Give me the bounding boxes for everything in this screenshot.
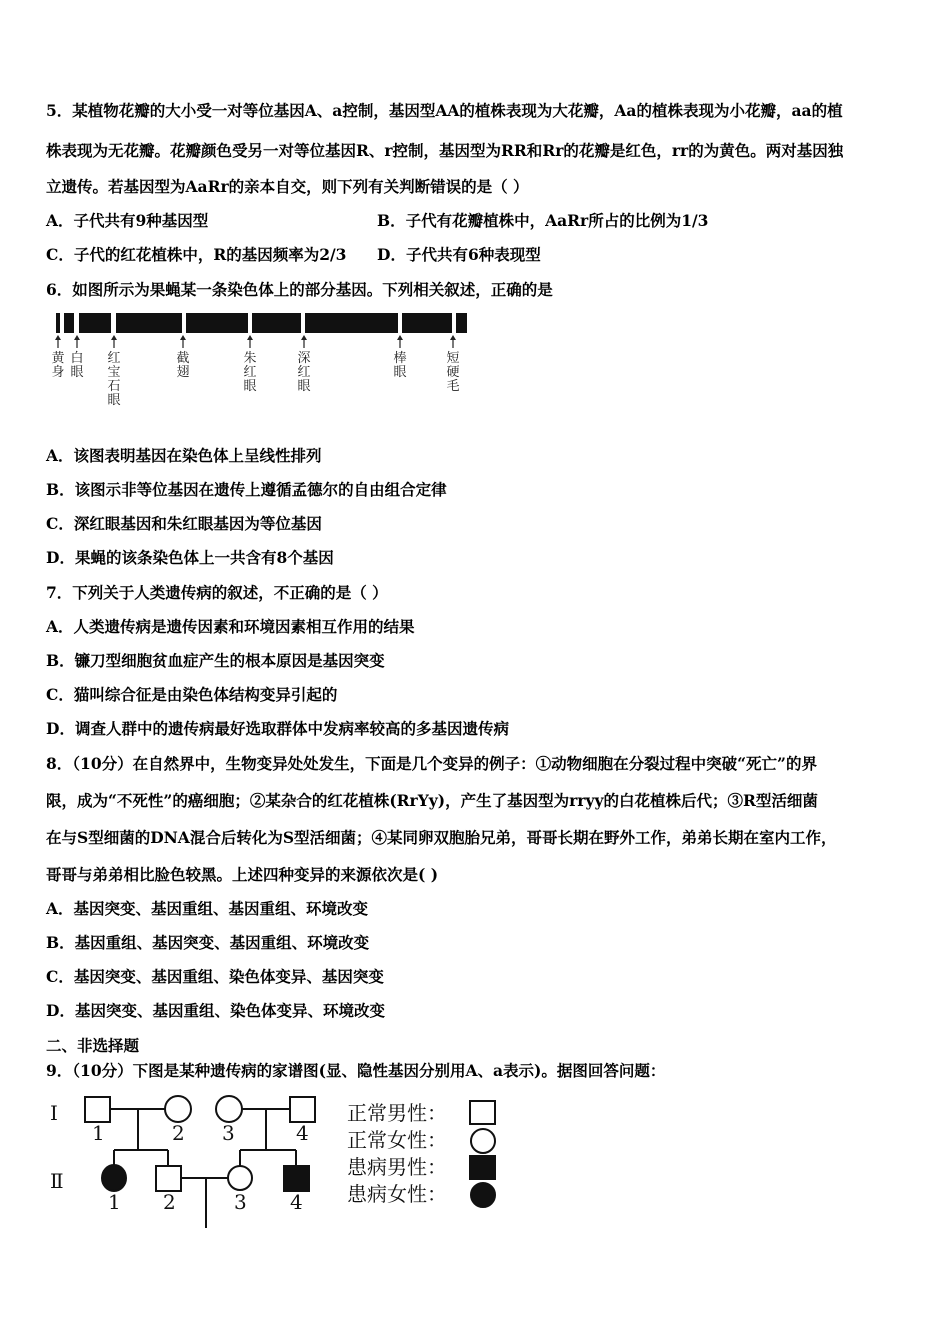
gene-labels — [51, 350, 459, 408]
legend-affected-female-icon — [471, 1183, 495, 1207]
q6-option-c: C．深红眼基因和朱红眼基因为等位基因 — [46, 514, 322, 533]
i3-number: 3 — [222, 1121, 235, 1145]
gene-label: 深红眼 — [297, 351, 311, 394]
gene-arrow-head — [111, 335, 117, 340]
generation-2-label: Ⅱ — [50, 1169, 64, 1193]
q5-stem-line-3: 立遗传。若基因型为AaRr的亲本自交，则下列有关判断错误的是（ ） — [46, 177, 529, 196]
i2-number: 2 — [172, 1121, 185, 1145]
gene-arrow-head — [74, 335, 80, 340]
gene-arrow-head — [301, 335, 307, 340]
q7-option-c: C．猫叫综合征是由染色体结构变异引起的 — [46, 685, 338, 704]
section-heading: 二、非选择题 — [46, 1036, 140, 1055]
q8-stem-line-3: 在与S型细菌的DNA混合后转化为S型活细菌；④某同卵双胞胎兄弟，哥哥长期在野外工作，弟弟长期在室内工作， — [46, 828, 837, 847]
ii1-affected-female — [102, 1165, 126, 1191]
gene-arrow-head — [55, 335, 61, 340]
gene-arrow-head — [397, 335, 403, 340]
q5-option-d: D．子代共有6种表现型 — [377, 245, 541, 264]
i1-normal-male — [85, 1097, 110, 1122]
q8-option-b: B．基因重组、基因突变、基因重组、环境改变 — [46, 933, 370, 952]
gene-label: 截翅 — [176, 351, 190, 380]
ii3-normal-female — [228, 1166, 252, 1190]
q6-option-a: A．该图表明基因在染色体上呈线性排列 — [46, 446, 322, 465]
gene-label: 黄身 — [51, 351, 65, 380]
q8-stem-line-4: 哥哥与弟弟相比脸色较黑。上述四种变异的来源依次是( ) — [46, 865, 439, 884]
legend-affected-male-icon — [470, 1156, 495, 1179]
q8-option-a: A．基因突变、基因重组、基因重组、环境改变 — [46, 899, 369, 918]
q5-stem-line-2: 株表现为无花瓣。花瓣颜色受另一对等位基因R、r控制，基因型为RR和Rr的花瓣是红色，rr的为黄色。两对基因独 — [46, 141, 844, 160]
ii3-number: 3 — [234, 1190, 247, 1214]
i1-number: 1 — [92, 1121, 105, 1145]
legend-affected-female-label: 患病女性： — [347, 1182, 447, 1206]
gene-arrow-head — [180, 335, 186, 340]
legend-normal-male-label: 正常男性： — [347, 1101, 447, 1125]
gene-label: 朱红眼 — [243, 351, 257, 394]
q7-option-a: A．人类遗传病是遗传因素和环境因素相互作用的结果 — [46, 617, 415, 636]
q8-option-d: D．基因突变、基因重组、染色体变异、环境改变 — [46, 1001, 385, 1020]
chromosome-gene-map — [0, 300, 500, 420]
legend-normal-male-icon — [470, 1101, 495, 1124]
q6-option-d: D．果蝇的该条染色体上一共含有8个基因 — [46, 548, 334, 567]
gene-arrows — [55, 335, 456, 348]
gene-label: 棒眼 — [393, 351, 407, 380]
q5-option-c: C．子代的红花植株中，R的基因频率为2/3 — [46, 245, 347, 264]
ii2-number: 2 — [163, 1190, 176, 1214]
legend-normal-female-icon — [471, 1129, 495, 1153]
q8-option-c: C．基因突变、基因重组、染色体变异、基因突变 — [46, 967, 384, 986]
ii4-number: 4 — [290, 1190, 303, 1214]
ii2-normal-male — [156, 1166, 181, 1191]
gene-label: 短硬毛 — [446, 351, 460, 394]
pedigree-chart — [0, 1085, 520, 1235]
i2-normal-female — [165, 1096, 191, 1122]
i4-normal-male — [290, 1097, 315, 1122]
q5-option-b: B．子代有花瓣植株中，AaRr所占的比例为1/3 — [377, 211, 709, 230]
gene-arrow-head — [247, 335, 253, 340]
gene-label: 白眼 — [70, 351, 84, 380]
q6-option-b: B．该图示非等位基因在遗传上遵循孟德尔的自由组合定律 — [46, 480, 447, 499]
ii1-number: 1 — [108, 1190, 121, 1214]
q8-stem-line-2: 限，成为“不死性”的癌细胞；②某杂合的红花植株(RrYy)，产生了基因型为rryy的白花植株后代；③R型活细菌 — [46, 791, 818, 810]
i3-normal-female — [216, 1096, 242, 1122]
chromosome-bar — [56, 313, 467, 333]
q5-option-a: A．子代共有9种基因型 — [46, 211, 209, 230]
i4-number: 4 — [296, 1121, 309, 1145]
q8-stem-line-1: 8．（10分）在自然界中，生物变异处处发生，下面是几个变异的例子：①动物细胞在分裂过程中突破“死亡”的界 — [46, 754, 817, 773]
generation-1-label: Ⅰ — [50, 1101, 58, 1125]
q7-stem: 7．下列关于人类遗传病的叙述，不正确的是（ ） — [46, 583, 388, 602]
q5-stem-line-1: 5．某植物花瓣的大小受一对等位基因A、a控制，基因型AA的植株表现为大花瓣，Aa的植株表现为小花瓣，aa的植 — [46, 101, 843, 120]
gene-label: 红宝石眼 — [107, 351, 121, 408]
ii4-affected-male — [284, 1166, 309, 1191]
q6-stem: 6．如图所示为果蝇某一条染色体上的部分基因。下列相关叙述，正确的是 — [46, 280, 553, 299]
legend-affected-male-label: 患病男性： — [347, 1155, 447, 1179]
q7-option-d: D．调查人群中的遗传病最好选取群体中发病率较高的多基因遗传病 — [46, 719, 509, 738]
gene-arrow-head — [450, 335, 456, 340]
q7-option-b: B．镰刀型细胞贫血症产生的根本原因是基因突变 — [46, 651, 385, 670]
q9-stem: 9．（10分）下图是某种遗传病的家谱图(显、隐性基因分别用A、a表示)。据图回答问题： — [46, 1061, 666, 1080]
legend-normal-female-label: 正常女性： — [347, 1128, 447, 1152]
